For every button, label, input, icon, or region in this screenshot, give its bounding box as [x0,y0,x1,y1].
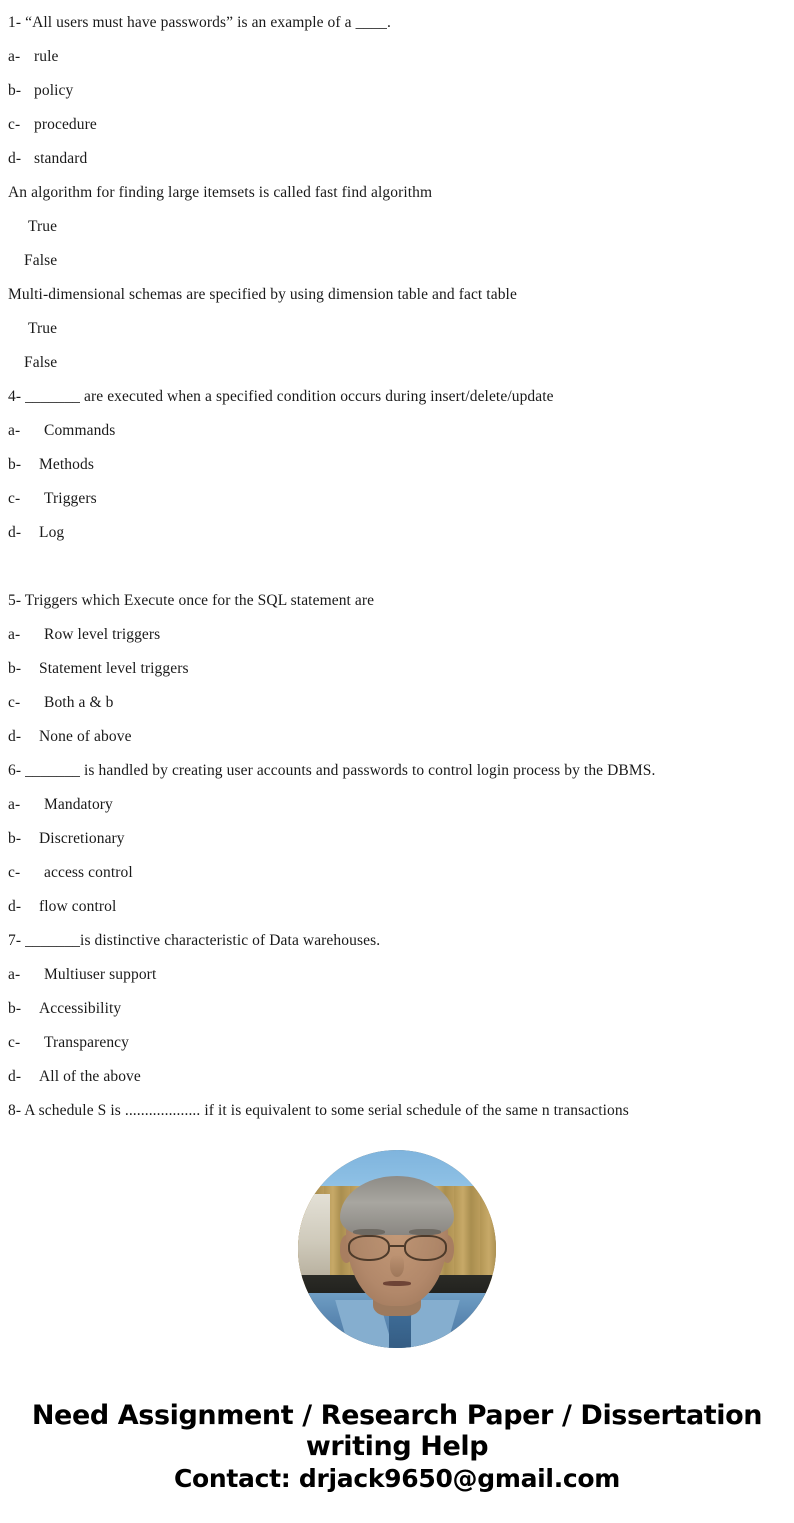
option-label: rule [34,48,59,65]
photo-wall-light-panel [298,1194,330,1281]
option-label: Transparency [44,1034,129,1051]
answer-option[interactable] [0,1026,794,1060]
option-letter: c- [8,864,21,881]
option-label: None of above [39,728,132,745]
answer-option-false[interactable]: False [24,354,58,371]
option-letter: c- [8,116,21,133]
promo-contact-line: Contact: drjack9650@gmail.com [173,1464,621,1493]
option-label: Triggers [44,490,97,507]
option-label: Mandatory [44,796,113,813]
question-text: An algorithm for finding large itemsets is called fast find algorithm [8,184,433,201]
answer-option[interactable] [0,788,794,822]
answer-option[interactable] [0,686,794,720]
avatar [298,1150,496,1348]
option-label: flow control [39,898,117,915]
question-text: 8- A schedule S is ................... if it is equivalent to some serial schedule of the same n transactions [8,1102,629,1119]
question-text: 5- Triggers which Execute once for the SQL statement are [8,592,375,609]
glasses-icon [348,1235,447,1261]
option-letter: d- [8,524,22,541]
option-letter: a- [8,966,21,983]
answer-option[interactable] [0,40,794,74]
answer-option[interactable] [0,414,794,448]
option-label: Discretionary [39,830,125,847]
question-text: 6- _______ is handled by creating user accounts and passwords to control login process by the DBMS. [8,762,656,779]
option-letter: b- [8,82,22,99]
answer-option[interactable] [0,1060,794,1094]
option-letter: b- [8,660,22,677]
answer-option[interactable] [0,890,794,924]
answer-option[interactable] [0,822,794,856]
option-label: Row level triggers [44,626,161,643]
answer-option[interactable] [0,448,794,482]
profile-photo-container [298,1150,496,1348]
option-label: Multiuser support [44,966,157,983]
option-label: Both a & b [44,694,114,711]
option-letter: d- [8,1068,22,1085]
option-letter: d- [8,898,22,915]
answer-option[interactable] [0,482,794,516]
answer-option[interactable] [0,516,794,550]
promo-footer [0,1400,794,1494]
answer-option-false[interactable]: False [24,252,58,269]
blank-line [0,550,794,584]
answer-option[interactable] [0,856,794,890]
option-label: All of the above [39,1068,141,1085]
option-label: Statement level triggers [39,660,189,677]
option-letter: a- [8,626,21,643]
option-letter: d- [8,728,22,745]
option-label: standard [34,150,88,167]
answer-option-true[interactable]: True [28,218,58,235]
answer-option[interactable] [0,74,794,108]
option-label: procedure [34,116,97,133]
option-label: Log [39,524,65,541]
answer-option-true[interactable]: True [28,320,58,337]
question-text: Multi-dimensional schemas are specified by using dimension table and fact table [8,286,517,303]
option-label: policy [34,82,74,99]
answer-option[interactable] [0,992,794,1026]
option-letter: b- [8,830,22,847]
answer-option[interactable] [0,142,794,176]
option-letter: c- [8,694,21,711]
answer-option[interactable] [0,618,794,652]
option-letter: a- [8,422,21,439]
option-letter: c- [8,490,21,507]
option-label: Methods [39,456,94,473]
option-letter: b- [8,456,22,473]
photo-lens-right [404,1235,447,1261]
promo-headline-line1: Need Assignment / Research Paper / Dissertation [31,1400,763,1431]
answer-option[interactable] [0,652,794,686]
photo-lens-left [348,1235,391,1261]
option-letter: b- [8,1000,22,1017]
option-label: access control [44,864,133,881]
option-letter: d- [8,150,22,167]
photo-glasses-bridge [390,1245,404,1248]
question-text: 1- “All users must have passwords” is an example of a ____. [8,14,391,31]
option-letter: a- [8,48,21,65]
question-text: 4- _______ are executed when a specified condition occurs during insert/delete/update [8,388,554,405]
option-letter: a- [8,796,21,813]
question-text: 7- _______is distinctive characteristic of Data warehouses. [8,932,381,949]
option-label: Accessibility [39,1000,122,1017]
option-label: Commands [44,422,116,439]
photo-mouth [383,1281,411,1286]
answer-option[interactable] [0,720,794,754]
question-list [0,6,794,1128]
answer-option[interactable] [0,958,794,992]
answer-option[interactable] [0,108,794,142]
option-letter: c- [8,1034,21,1051]
promo-headline-line2: writing Help [305,1431,489,1462]
